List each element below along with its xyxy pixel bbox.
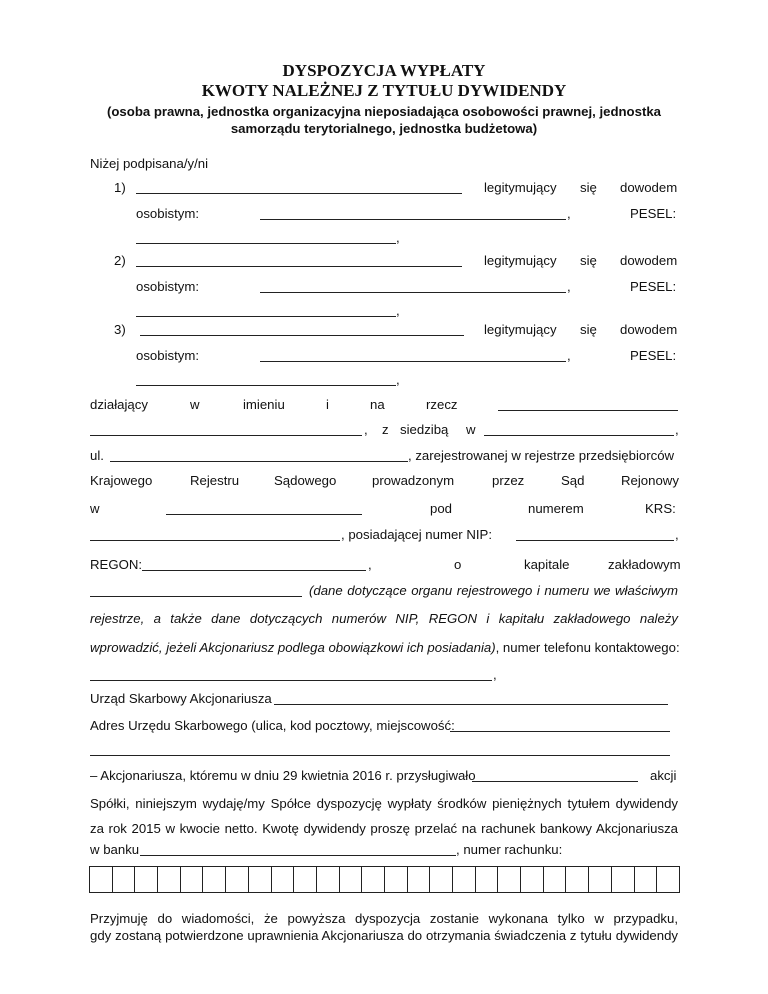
word-dowodem: dowodem	[620, 322, 678, 337]
account-digit-cell[interactable]	[294, 867, 317, 892]
word-dowodem: dowodem	[620, 253, 678, 268]
account-digit-cell[interactable]	[408, 867, 431, 892]
krs-number-field[interactable]	[90, 540, 340, 541]
account-digit-cell[interactable]	[90, 867, 113, 892]
account-digit-cell[interactable]	[272, 867, 295, 892]
word-przez: przez	[492, 473, 525, 488]
word-osobistym: osobistym:	[136, 206, 200, 221]
word-osobistym: osobistym:	[136, 348, 200, 363]
word-sad: Sąd	[561, 473, 585, 488]
account-digit-cell[interactable]	[113, 867, 136, 892]
account-digit-cell[interactable]	[657, 867, 679, 892]
word-zakladowym: zakładowym	[608, 557, 681, 572]
title-line-2: KWOTY NALEŻNEJ Z TYTUŁU DYWIDENDY	[201, 81, 567, 100]
comma: ,	[368, 557, 372, 572]
person-1-pesel-field[interactable]	[136, 243, 396, 244]
word-rzecz: rzecz	[426, 397, 458, 412]
phone-label: , numer telefonu kontaktowego:	[495, 640, 680, 655]
account-label: , numer rachunku:	[456, 842, 563, 857]
account-digit-cell[interactable]	[430, 867, 453, 892]
comma: ,	[493, 667, 497, 682]
person-3-number: 3)	[114, 322, 126, 337]
phone-field[interactable]	[90, 680, 492, 681]
person-1-id-field[interactable]	[260, 219, 566, 220]
account-digit-cell[interactable]	[135, 867, 158, 892]
comma: ,	[396, 230, 400, 245]
word-rejestru: Rejestru	[190, 473, 240, 488]
word-sie: się	[580, 180, 597, 195]
word-w: w	[190, 397, 200, 412]
bank-field[interactable]	[140, 855, 456, 856]
person-3-id-field[interactable]	[260, 361, 566, 362]
person-1-number: 1)	[114, 180, 126, 195]
footer-line-2: gdy zostaną potwierdzone uprawnienia Akcjonariusza do otrzymania świadczenia z tytułu dywidendy	[90, 928, 678, 943]
comma: ,	[396, 372, 400, 387]
person-1-name-field[interactable]	[136, 193, 462, 194]
capital-field[interactable]	[90, 596, 302, 597]
account-digit-cell[interactable]	[476, 867, 499, 892]
comma: ,	[567, 279, 571, 294]
word-w: w	[90, 501, 100, 516]
note-line-3: wprowadzić, jeżeli Akcjonariusz podlega obowiązkowi ich posiadania)	[90, 640, 496, 655]
word-z: z	[382, 422, 389, 437]
note-line-2: rejestrze, a także dane dotyczących numerów NIP, REGON i kapitału zakładowego należy	[90, 611, 678, 626]
shares-field[interactable]	[472, 781, 638, 782]
account-digit-cell[interactable]	[340, 867, 363, 892]
tax-address-field-1[interactable]	[450, 731, 670, 732]
regon-field[interactable]	[142, 570, 366, 571]
word-legitymujacy: legitymujący	[484, 180, 557, 195]
word-osobistym: osobistym:	[136, 279, 200, 294]
company-street-field[interactable]	[110, 461, 408, 462]
word-dzialajacy: działający	[90, 397, 148, 412]
nip-text: , posiadającej numer NIP:	[341, 527, 492, 542]
declaration-line-3: za rok 2015 w kwocie netto. Kwotę dywidendy proszę przelać na rachunek bankowy Akcjonariusza	[90, 821, 678, 836]
word-pesel: PESEL:	[630, 206, 677, 221]
note-line-1: (dane dotyczące organu rejestrowego i numeru we właściwym	[309, 583, 678, 598]
subtitle-line-1: (osoba prawna, jednostka organizacyjna nieposiadająca osobowości prawnej, jednostka	[106, 104, 662, 119]
word-sie: się	[580, 322, 597, 337]
declaration-line-1a: – Akcjonariusza, któremu w dniu 29 kwietnia 2016 r. przysługiwało	[90, 768, 476, 783]
declaration-line-2: Spółki, niniejszym wydaję/my Spółce dyspozycję wypłaty środków pieniężnych tytułem dywidendy	[90, 796, 678, 811]
account-digit-cell[interactable]	[317, 867, 340, 892]
word-rejonowy: Rejonowy	[621, 473, 679, 488]
word-siedziba: siedzibą	[400, 422, 449, 437]
tax-office-label: Urząd Skarbowy Akcjonariusza	[90, 691, 272, 706]
account-digit-cell[interactable]	[158, 867, 181, 892]
subtitle-line-2: samorządu terytorialnego, jednostka budżetowa)	[230, 121, 538, 136]
comma: ,	[567, 348, 571, 363]
account-digit-cell[interactable]	[249, 867, 272, 892]
word-dowodem: dowodem	[620, 180, 678, 195]
word-legitymujacy: legitymujący	[484, 322, 557, 337]
account-digit-cell[interactable]	[635, 867, 658, 892]
word-ul: ul.	[90, 448, 104, 463]
account-number-grid[interactable]	[89, 866, 680, 893]
word-kapitale: kapitale	[524, 557, 570, 572]
word-imieniu: imieniu	[243, 397, 285, 412]
footer-line-1: Przyjmuję do wiadomości, że powyższa dyspozycja zostanie wykonana tylko w przypadku,	[90, 911, 678, 926]
registered-text: , zarejestrowanej w rejestrze przedsiębiorców	[408, 448, 675, 463]
person-3-name-field[interactable]	[140, 335, 464, 336]
word-pesel: PESEL:	[630, 279, 677, 294]
company-name-field-1[interactable]	[498, 410, 678, 411]
tax-address-field-2[interactable]	[90, 755, 670, 756]
account-digit-cell[interactable]	[181, 867, 204, 892]
account-digit-cell[interactable]	[498, 867, 521, 892]
comma: ,	[396, 303, 400, 318]
comma: ,	[675, 422, 679, 437]
word-i: i	[326, 397, 329, 412]
word-legitymujacy: legitymujący	[484, 253, 557, 268]
word-numerem: numerem	[528, 501, 584, 516]
word-w: w	[466, 422, 476, 437]
word-pod: pod	[430, 501, 453, 516]
word-sie: się	[580, 253, 597, 268]
person-2-number: 2)	[114, 253, 126, 268]
word-krs: KRS:	[645, 501, 676, 516]
person-2-name-field[interactable]	[136, 266, 462, 267]
comma: ,	[567, 206, 571, 221]
comma: ,	[675, 527, 679, 542]
word-o: o	[454, 557, 462, 572]
court-field[interactable]	[166, 514, 362, 515]
nip-field[interactable]	[516, 540, 674, 541]
title-line-1: DYSPOZYCJA WYPŁATY	[282, 61, 486, 80]
account-digit-cell[interactable]	[612, 867, 635, 892]
intro-text: Niżej podpisana/y/ni	[90, 156, 209, 171]
account-digit-cell[interactable]	[589, 867, 612, 892]
person-2-pesel-field[interactable]	[136, 316, 396, 317]
company-city-field[interactable]	[484, 435, 674, 436]
tax-address-label: Adres Urzędu Skarbowego (ulica, kod pocztowy, miejscowość:	[90, 718, 455, 733]
account-digit-cell[interactable]	[362, 867, 385, 892]
word-na: na	[370, 397, 385, 412]
account-digit-cell[interactable]	[226, 867, 249, 892]
person-2-id-field[interactable]	[260, 292, 566, 293]
account-digit-cell[interactable]	[566, 867, 589, 892]
account-digit-cell[interactable]	[521, 867, 544, 892]
account-digit-cell[interactable]	[453, 867, 476, 892]
word-prowadzonym: prowadzonym	[372, 473, 455, 488]
word-regon: REGON:	[90, 557, 143, 572]
person-3-pesel-field[interactable]	[136, 385, 396, 386]
word-w-banku: w banku	[90, 842, 140, 857]
word-pesel: PESEL:	[630, 348, 677, 363]
note-line-3-wrap	[90, 640, 680, 656]
word-krajowego: Krajowego	[90, 473, 153, 488]
tax-office-field[interactable]	[274, 704, 668, 705]
word-akcji: akcji	[650, 768, 677, 783]
comma: ,	[364, 422, 368, 437]
account-digit-cell[interactable]	[385, 867, 408, 892]
word-sadowego: Sądowego	[274, 473, 337, 488]
company-name-field-2[interactable]	[90, 435, 362, 436]
account-digit-cell[interactable]	[203, 867, 226, 892]
account-digit-cell[interactable]	[544, 867, 567, 892]
